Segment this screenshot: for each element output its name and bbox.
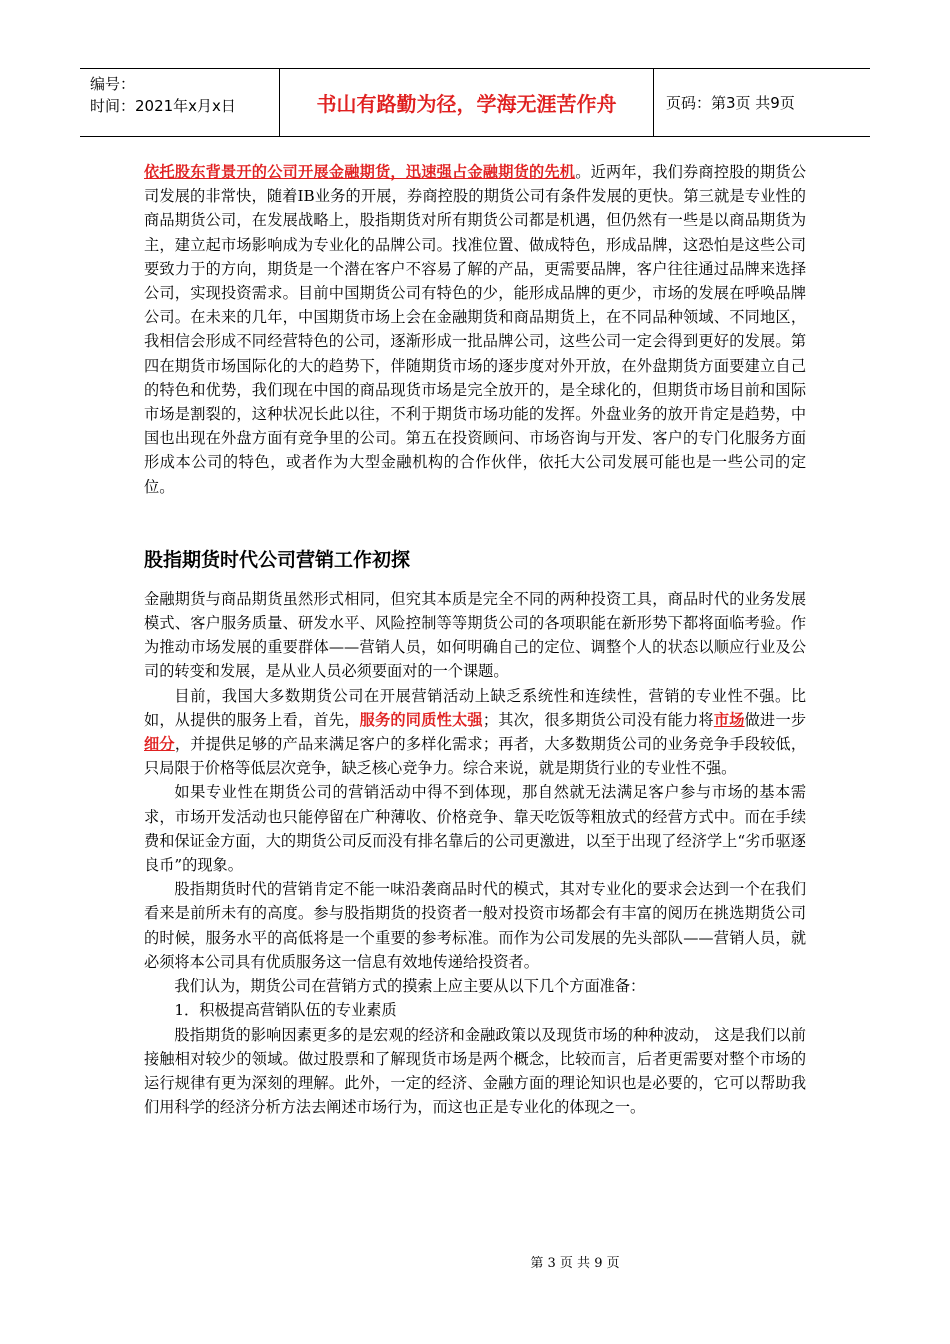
page-footer: 第 3 页 共 9 页 <box>530 1256 620 1271</box>
header-meta <box>80 69 280 136</box>
highlight-text: 市场 <box>713 710 745 729</box>
paragraph-text: ，并提供足够的产品来满足客户的多样化需求；再者，大多数期货公司的业务竞争手段较低，只局限于价格等低层次竞争，缺乏核心竞争力。综合来说，就是期货行业的专业性不强。 <box>144 735 807 778</box>
paragraph: 股指期货的影响因素更多的是宏观的经济和金融政策以及现货市场的种种波动， 这是我们以前接触相对较少的领域。做过股票和了解现货市场是两个概念，比较而言，后者更需要对整个市场的运行规律有更为深刻的理解。此外，一定的经济、金融方面的理论知识也是必要的，它可以帮助我们用科学的经济分析方法去阐述市场行为，而这也正是专业化的体现之一。 <box>144 1025 806 1117</box>
header-page-number: 页码：第3页 共9页 <box>666 94 795 112</box>
paragraph: 我们认为，期货公司在营销方式的摸索上应主要从以下几个方面准备： <box>174 977 646 996</box>
doc-date-label: 时间：2021年x月x日 <box>90 97 236 115</box>
document-body <box>144 160 806 1119</box>
paragraph: 金融期货与商品期货虽然形式相同，但究其本质是完全不同的两种投资工具，商品时代的业务发展模式、客户服务质量、研发水平、风险控制等等期货公司的各项职能在新形势下都将面临考验。作为推动市场发展的重要群体——营销人员，如何明确自己的定位、调整个人的状态以顺应行业及公司的转变和发展，是从业人员必须要面对的一个课题。 <box>144 589 806 681</box>
paragraph-text: 做进一步 <box>744 710 807 729</box>
section-heading: 股指期货时代公司营销工作初探 <box>144 548 411 571</box>
highlight-text: 服务的同质性太强 <box>359 710 483 729</box>
paragraph-text: 目前，我国大多数期货公司在开展营销活动上缺乏系统性和连续性，营销的专业性不强。比如，从提供的服务上看，首先， <box>144 686 806 729</box>
paragraph-text: ；其次，很多期货公司没有能力将 <box>482 710 714 729</box>
paragraph: 如果专业性在期货公司的营销活动中得不到体现，那自然就无法满足客户参与市场的基本需求，市场开发活动也只能停留在广种薄收、价格竞争、靠天吃饭等粗放式的经营方式中。而在手续费和保证金方面，大的期货公司反而没有排名靠后的公司更激进，以至于出现了经济学上“劣币驱逐良币”的现象。 <box>144 783 806 875</box>
paragraph <box>144 160 806 499</box>
highlight-text: 细分 <box>144 735 175 754</box>
list-heading: 1．积极提高营销队伍的专业素质 <box>174 1001 397 1020</box>
doc-number-label: 编号： <box>90 75 136 93</box>
paragraph <box>144 684 806 781</box>
paragraph-text: 。近两年，我们券商控股的期货公司发展的非常快，随着IB业务的开展，券商控股的期货公司有条件发展的更快。第三就是专业性的商品期货公司，在发展战略上，股指期货对所有期货公司都是机遇，但仍然有一些是以商品期货为主，建立起市场影响成为专业化的品牌公司。找准位置、做成特色，形成品牌，这恐怕是这些公司要致力于的方向，期货是一个潜在客户不容易了解的产品，更需要品牌，客户往往通过品牌来选择公司，实现投资需求。目前中国期货公司有特色的少，能形成品牌的更少，市场的发展在呼唤品牌公司。在未来的几年，中国期货市场上会在金融期货和商品期货上，在不同品种领域、不同地区，我相信会形成不同经营特色的公司，逐渐形成一批品牌公司，这些公司一定会得到更好的发展。第四在期货市场国际化的大的趋势下，伴随期货市场的逐步度对外开放，在外盘期货方面要建立自己的特色和优势，我们现在中国的商品现货市场是完全放开的，是全球化的，但期货市场目前和国际市场是割裂的，这种状况长此以往，不利于期货市场功能的发挥。外盘业务的放开肯定是趋势，中国也出现在外盘方面有竞争里的公司。第五在投资顾问、市场咨询与开发、客户的专门化服务方面形成本公司的特色，或者作为大型金融机构的合作伙伴，依托大公司发展可能也是一些公司的定位。 <box>144 163 807 496</box>
header-motto: 书山有路勤为径，学海无涯苦作舟 <box>280 69 654 136</box>
highlight-text: 依托股东背景开的公司开展金融期货，迅速强占金融期货的先机 <box>144 163 576 181</box>
paragraph: 股指期货时代的营销肯定不能一味沿袭商品时代的模式，其对专业化的要求会达到一个在我们看来是前所未有的高度。参与股指期货的投资者一般对投资市场都会有丰富的阅历在挑选期货公司的时候，服务水平的高低将是一个重要的参考标准。而作为公司发展的先头部队——营销人员，就必须将本公司具有优质服务这一信息有效地传递给投资者。 <box>144 880 806 971</box>
page-header <box>80 68 870 137</box>
